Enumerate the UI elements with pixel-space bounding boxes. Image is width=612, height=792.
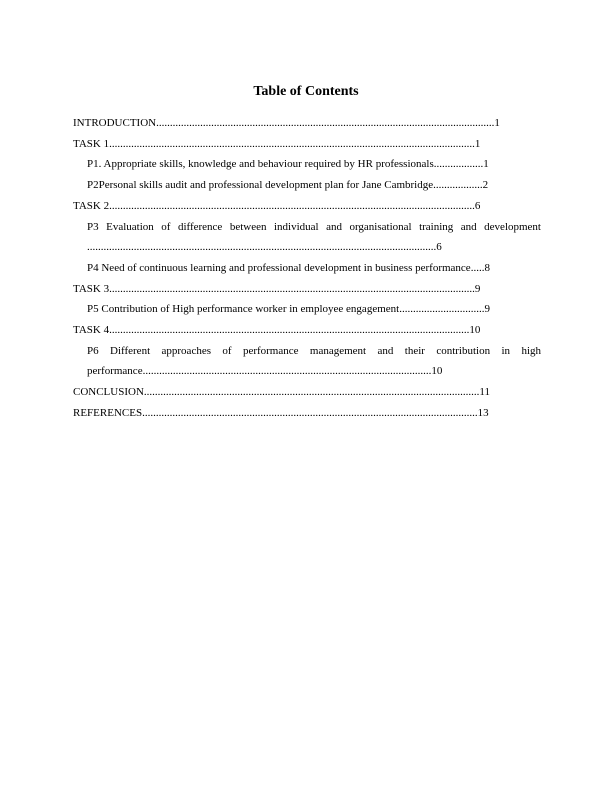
toc-entry-label: TASK 1: [73, 137, 110, 150]
toc-leader-dots: ..................: [433, 179, 483, 192]
toc-leader-dots: ...............................................................................................................................: [87, 241, 437, 254]
toc-entry-p3-line-1[interactable]: [73, 217, 541, 238]
toc-leader-dots: .....................................................................................................................................: [109, 137, 475, 150]
toc-entry-p1[interactable]: [73, 154, 541, 175]
toc-entry-label: P2Personal skills audit and professional development plan for Jane Cambridge: [87, 179, 434, 192]
toc-entry-task-1[interactable]: [73, 134, 541, 155]
toc-entry-task-3[interactable]: [73, 279, 541, 300]
toc-entry-p6-line-1[interactable]: [73, 341, 541, 362]
toc-entry-conclusion[interactable]: [73, 382, 541, 403]
toc-page-number: 13: [477, 406, 489, 419]
toc-page-number: 8: [484, 261, 490, 274]
toc-page-number: 11: [479, 386, 490, 399]
toc-leader-dots: ...................................................................................................................................: [109, 324, 470, 337]
toc-leader-dots: ..........................................................................................................................: [142, 406, 478, 419]
toc-page-number: 6: [436, 241, 442, 254]
toc-title: Table of Contents: [253, 84, 359, 99]
toc-entry-p2[interactable]: [73, 175, 541, 196]
toc-entry-task-4[interactable]: [73, 320, 541, 341]
toc-entry-label: P6 Different approaches of performance management and their contribution in high: [87, 344, 541, 357]
toc-entry-p5[interactable]: [73, 299, 541, 320]
toc-page-number: 10: [469, 324, 481, 337]
toc-leader-dots: ..................: [433, 158, 484, 171]
table-of-contents: [73, 113, 541, 424]
toc-leader-dots: ...........................................................................................................................: [156, 117, 495, 129]
toc-entry-label-continuation: performance: [87, 365, 143, 378]
toc-entry-label: P5 Contribution of High performance worker in employee engagement: [87, 303, 400, 316]
toc-page-number: 1: [474, 137, 481, 150]
toc-leader-dots: .....: [470, 261, 485, 274]
toc-leader-dots: ..........................................................................................................................: [143, 386, 480, 399]
toc-entry-p3-line-2[interactable]: [73, 237, 541, 258]
toc-page-number: 9: [474, 282, 481, 295]
toc-page-number: 9: [484, 303, 490, 316]
toc-page-number: 6: [474, 199, 481, 212]
toc-entry-p6-line-2[interactable]: [73, 361, 541, 382]
toc-leader-dots: .....................................................................................................................................: [109, 282, 475, 295]
toc-entry-references[interactable]: [73, 403, 541, 424]
toc-leader-dots: .....................................................................................................................................: [109, 199, 475, 212]
toc-page-number: 2: [482, 179, 489, 192]
toc-leader-dots: .........................................................................................................: [142, 365, 432, 378]
toc-entry-label: P4 Need of continuous learning and professional development in business performance: [87, 261, 471, 274]
toc-entry-label: CONCLUSION: [73, 386, 144, 399]
toc-entry-label: TASK 3: [73, 282, 110, 295]
toc-entry-p4[interactable]: [73, 258, 541, 279]
toc-entry-label: P3 Evaluation of difference between individual and organisational training and development: [87, 220, 541, 233]
toc-entry-introduction[interactable]: [73, 113, 541, 134]
toc-entry-label: P1. Appropriate skills, knowledge and behaviour required by HR professionals: [87, 158, 434, 171]
toc-entry-label: REFERENCES: [73, 406, 143, 419]
toc-page-number: 1: [483, 158, 489, 171]
toc-entry-label: TASK 2: [73, 199, 110, 212]
toc-entry-label: INTRODUCTION: [73, 117, 157, 129]
toc-page-number: 10: [431, 365, 443, 378]
toc-entry-task-2[interactable]: [73, 196, 541, 217]
toc-leader-dots: ...............................: [399, 303, 485, 316]
toc-page-number: 1: [494, 117, 500, 129]
toc-entry-label: TASK 4: [73, 324, 110, 337]
